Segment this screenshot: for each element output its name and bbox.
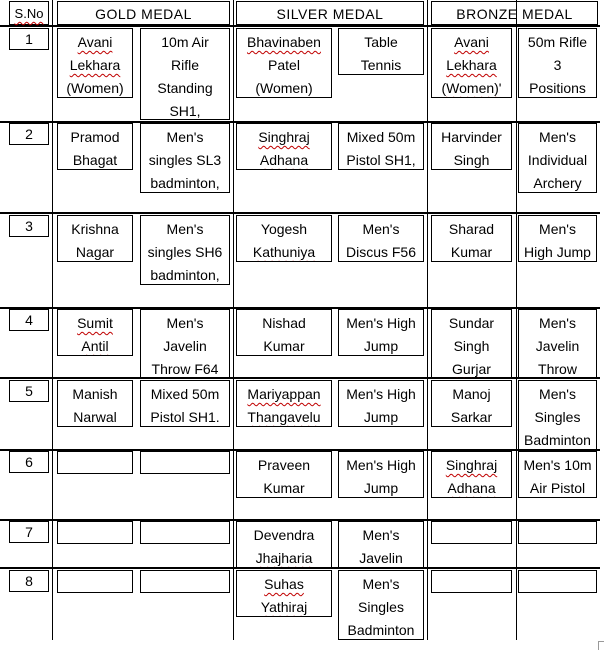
cell-line: SH1,	[169, 103, 201, 119]
cell-line: Men's	[362, 576, 400, 592]
cell-line: Nagar	[75, 244, 115, 260]
cell-line: Harvinder	[441, 129, 502, 145]
row-number: 7	[9, 521, 49, 543]
cell-line: Men's	[166, 129, 204, 145]
silver-athlete-cell	[236, 380, 332, 427]
cell-line: Adhana	[259, 152, 309, 168]
cell-line: Rifle	[170, 57, 199, 73]
cell-line: Individual	[527, 152, 588, 168]
bronze-athlete-cell	[431, 380, 512, 427]
silver-event-cell	[338, 451, 424, 498]
cell-line: singles SH6	[147, 244, 223, 260]
silver-athlete-cell	[236, 123, 332, 170]
silver-event-cell	[338, 123, 424, 170]
bronze-athlete-cell	[431, 521, 512, 544]
bronze-athlete-cell	[431, 570, 512, 593]
row-number: 3	[9, 215, 49, 237]
cell-line: Positions	[529, 80, 586, 96]
bronze-event-cell	[518, 309, 597, 379]
column-divider	[233, 0, 234, 640]
silver-athlete-cell	[236, 521, 332, 568]
gold-event-cell	[140, 451, 230, 474]
gold-athlete-cell	[57, 215, 133, 262]
cell-line: Singles	[358, 599, 404, 615]
cell-line: Gurjar	[452, 361, 491, 377]
gold-event-cell	[140, 28, 230, 120]
cell-line: Pistol SH1,	[346, 152, 416, 168]
page-corner-mark	[598, 641, 604, 650]
gold-athlete-cell	[57, 521, 133, 544]
header-sno-label: S.No	[14, 6, 44, 21]
cell-line: Bhavinaben	[247, 34, 321, 50]
cell-line: Nishad	[262, 315, 306, 331]
cell-line: Krishna	[71, 221, 119, 237]
cell-line: Pistol SH1.	[150, 409, 220, 425]
silver-athlete-cell	[236, 215, 332, 262]
gold-athlete-cell	[57, 570, 133, 593]
bronze-event-cell	[518, 215, 597, 262]
cell-line: Jump	[363, 338, 399, 354]
silver-event-cell	[338, 215, 424, 262]
cell-line: Kumar	[263, 338, 305, 354]
silver-athlete-cell	[236, 309, 332, 356]
silver-event-cell	[338, 380, 424, 427]
row-number: 6	[9, 451, 49, 473]
cell-line: Throw	[538, 361, 577, 377]
cell-line: Tennis	[360, 57, 402, 73]
gold-event-cell	[140, 570, 230, 593]
cell-line: 50m Rifle	[527, 34, 588, 50]
bronze-athlete-cell	[431, 28, 512, 98]
column-divider	[427, 0, 428, 640]
cell-line: Table	[364, 34, 398, 50]
column-divider	[516, 0, 517, 640]
cell-line: Thangavelu	[247, 409, 321, 425]
cell-line: Badminton	[524, 432, 591, 448]
cell-line: Men's	[539, 315, 576, 331]
cell-line: Suhas	[264, 576, 304, 592]
row-number: 5	[9, 380, 49, 402]
cell-line: 3	[553, 57, 562, 73]
row-number: 4	[9, 309, 49, 331]
gold-athlete-cell	[57, 380, 133, 427]
row-divider	[0, 212, 600, 214]
row-number: 1	[9, 28, 49, 50]
cell-line: Men's High	[346, 386, 416, 402]
cell-line: Jhajharia	[255, 550, 313, 566]
header-gold-medal: GOLD MEDAL	[57, 1, 230, 25]
silver-event-cell	[338, 570, 424, 640]
gold-athlete-cell	[57, 123, 133, 170]
cell-line: Singles	[534, 409, 581, 425]
cell-line: Men's	[539, 129, 576, 145]
cell-line: Yogesh	[260, 221, 308, 237]
cell-line: Yathiraj	[260, 599, 308, 615]
cell-line: 10m Air	[161, 34, 209, 50]
cell-line: Men's 10m	[523, 457, 592, 473]
cell-line: Men's	[166, 315, 204, 331]
cell-line: Narwal	[73, 409, 117, 425]
silver-event-cell	[338, 521, 424, 568]
bronze-event-cell	[518, 451, 597, 498]
cell-line: Pramod	[70, 129, 120, 145]
cell-line: Avani	[454, 34, 489, 50]
cell-line: Sundar	[448, 315, 495, 331]
gold-athlete-cell	[57, 309, 133, 356]
cell-line: Air Pistol	[529, 480, 586, 496]
cell-line: (Women)	[255, 80, 313, 96]
bronze-event-cell	[518, 521, 597, 544]
cell-line: Sarkar	[450, 409, 493, 425]
cell-line: Avani	[77, 34, 113, 50]
silver-athlete-cell	[236, 28, 332, 98]
bronze-event-cell	[518, 380, 597, 450]
gold-athlete-cell	[57, 451, 133, 474]
cell-line: Archery	[533, 175, 582, 191]
cell-line: Singh	[453, 338, 490, 354]
cell-line: Lekhara	[446, 57, 497, 73]
cell-line: Kumar	[450, 244, 493, 260]
cell-line: Adhana	[447, 480, 496, 496]
cell-line: Lekhara	[69, 57, 121, 73]
silver-event-cell	[338, 28, 424, 75]
gold-event-cell	[140, 521, 230, 544]
cell-line: Patel	[268, 57, 300, 73]
cell-line: badminton,	[150, 175, 220, 191]
cell-line: badminton,	[150, 267, 220, 283]
cell-line: Men's	[539, 221, 576, 237]
cell-line: Sharad	[448, 221, 495, 237]
cell-line: Javelin	[163, 338, 207, 354]
cell-line: Jump	[363, 480, 399, 496]
cell-line: Devendra	[253, 527, 315, 543]
header-bronze-medal: BRONZE MEDAL	[431, 1, 598, 25]
bronze-athlete-cell	[431, 215, 512, 262]
column-divider	[52, 0, 53, 640]
gold-event-cell	[140, 215, 230, 285]
bronze-athlete-cell	[431, 123, 512, 170]
cell-line: Manish	[72, 386, 118, 402]
cell-line: Singhraj	[445, 457, 498, 473]
cell-line: Badminton	[347, 622, 415, 638]
row-number: 8	[9, 570, 49, 592]
cell-line: (Women)	[66, 80, 124, 96]
cell-line: Antil	[81, 338, 109, 354]
gold-event-cell	[140, 123, 230, 193]
cell-line: (Women)'	[441, 80, 502, 96]
cell-line: Men's	[362, 221, 400, 237]
cell-line: Throw F64	[151, 361, 219, 377]
gold-event-cell	[140, 380, 230, 427]
cell-line: Mixed 50m	[346, 129, 416, 145]
gold-event-cell	[140, 309, 230, 379]
cell-line: Men's High	[346, 457, 416, 473]
cell-line: Mariyappan	[247, 386, 321, 402]
cell-line: Praveen	[257, 457, 311, 473]
cell-line: Kathuniya	[252, 244, 316, 260]
cell-line: Men's High	[346, 315, 416, 331]
cell-line: Bhagat	[72, 152, 118, 168]
cell-line: Manoj	[452, 386, 491, 402]
silver-athlete-cell	[236, 570, 332, 617]
row-number: 2	[9, 123, 49, 145]
bronze-athlete-cell	[431, 309, 512, 379]
gold-athlete-cell	[57, 28, 133, 98]
cell-line: singles SL3	[148, 152, 222, 168]
bronze-event-cell	[518, 123, 597, 193]
cell-line: Mixed 50m	[150, 386, 220, 402]
silver-event-cell	[338, 309, 424, 356]
cell-line: Singhraj	[258, 129, 310, 145]
cell-line: Kumar	[263, 480, 305, 496]
silver-athlete-cell	[236, 451, 332, 498]
cell-line: Javelin	[535, 338, 580, 354]
header-silver-medal: SILVER MEDAL	[236, 1, 424, 25]
cell-line: Jump	[363, 409, 399, 425]
header-sno	[9, 1, 49, 25]
cell-line: Standing	[157, 80, 213, 96]
bronze-athlete-cell	[431, 451, 512, 498]
cell-line: Men's	[362, 527, 400, 543]
cell-line: High Jump	[524, 244, 591, 260]
cell-line: Javelin	[359, 550, 403, 566]
bronze-event-cell	[518, 570, 597, 593]
cell-line: Men's	[539, 386, 576, 402]
cell-line: Sumit	[77, 315, 113, 331]
cell-line: Discus F56	[345, 244, 417, 260]
cell-line: Singh	[453, 152, 490, 168]
bronze-event-cell	[518, 28, 597, 98]
cell-line: Men's	[166, 221, 204, 237]
